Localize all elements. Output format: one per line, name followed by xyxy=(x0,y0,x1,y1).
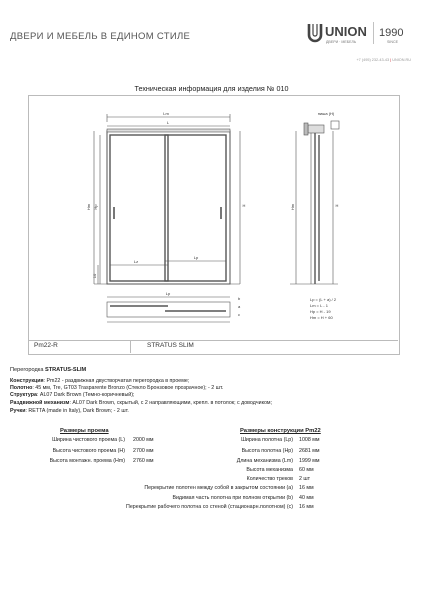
logo-since: SINCE xyxy=(387,40,398,44)
formula-hm: Hm = H + 60 xyxy=(310,315,333,320)
label-h-section: H xyxy=(335,203,339,208)
spec-structure xyxy=(10,392,135,399)
visible-part-value: 40 мм xyxy=(299,495,314,501)
construction-dim-value: 1008 мм xyxy=(299,437,320,443)
overlap-value: 16 мм xyxy=(299,485,314,491)
construction-dim-value: 2 шт xyxy=(299,476,311,482)
label-c: c xyxy=(238,312,240,317)
label-lz: Lz xyxy=(133,259,139,264)
spec-value: : 45 мм, Tre, GT03 Trasparente Bronzo (Стекло Бронзовое прозрачное); - 2 шт. xyxy=(32,385,224,391)
wall-overlap-value: 16 мм xyxy=(299,504,314,510)
opening-dim-label: Высота чистового проема (H) xyxy=(52,448,125,454)
label-l: L xyxy=(166,120,170,125)
construction-dim-label: Высота полотна (Hp) xyxy=(241,448,293,454)
label-hm-section: Hm xyxy=(290,203,295,211)
formula-lp: Lp = (L + a) / 2 xyxy=(310,297,337,302)
label-hp: Hp xyxy=(93,204,98,210)
spec-value: : RETTA (made in Italy), Dark Brown; - 2 шт. xyxy=(25,408,129,414)
label-lp-plan: Lp xyxy=(165,291,171,296)
technical-drawing xyxy=(28,95,398,340)
intro-name: STRATUS-SLIM xyxy=(44,367,87,373)
formula-hp: Hp = H - 19 xyxy=(310,309,331,314)
construction-dim-value: 60 мм xyxy=(299,467,314,473)
logo-year: 1990 xyxy=(379,27,404,39)
spec-key: Конструкция xyxy=(10,378,44,384)
product-name: STRATUS SLIM xyxy=(147,342,194,349)
label-h: H xyxy=(242,203,246,208)
overlap-label: Перекрытие полотен между собой в закрытом состоянии (a) xyxy=(144,485,293,491)
construction-dim-value: 1999 мм xyxy=(299,458,320,464)
title-block-split xyxy=(130,340,131,353)
construction-dim-label: Ширина полотна (Lp) xyxy=(241,437,293,443)
spec-key: Полотно xyxy=(10,385,33,391)
opening-dimensions-header: Размеры проема xyxy=(60,428,109,434)
title-block-divider xyxy=(28,340,398,341)
spec-value: : AL07 Dark Brown (Темно-коричневый); xyxy=(36,392,135,398)
spec-mechanism xyxy=(10,400,272,407)
contacts xyxy=(356,58,411,62)
opening-dim-value: 2760 мм xyxy=(133,458,154,464)
spec-key: Раздвижной механизм xyxy=(10,400,70,406)
opening-dim-value: 2700 мм xyxy=(133,448,154,454)
drawing-title: Техническая информация для изделия № 010 xyxy=(134,84,289,93)
wall-overlap-label: Перекрытие рабочего полотна со стеной (стационарн.полотном) (c) xyxy=(126,504,293,510)
contact-separator: | xyxy=(390,58,392,62)
spec-value: : AL07 Dark Brown, скрытый, с 2 направляющими, крепл. в потолок; с доводчиком; xyxy=(69,400,273,406)
opening-dim-label: Высота монтажн. проема (Hm) xyxy=(49,458,125,464)
construction-dim-value: 2681 мм xyxy=(299,448,320,454)
logo-sub: ДВЕРИ · МЕБЕЛЬ xyxy=(326,40,357,44)
product-intro xyxy=(10,367,86,373)
phone[interactable]: +7 (495) 232-43-43 xyxy=(356,58,390,62)
label-b: b xyxy=(238,296,241,301)
product-code: Pm22-R xyxy=(34,342,58,349)
construction-dimensions-header: Размеры конструкции Pm22 xyxy=(240,428,321,434)
visible-part-label: Видимая часть полотна при полном открытии (b) xyxy=(172,495,293,501)
intro-prefix: Перегородка xyxy=(10,367,45,373)
union-logo[interactable] xyxy=(303,18,413,48)
spec-key: Ручки xyxy=(10,408,26,414)
label-lm: Lm xyxy=(163,111,169,116)
spec-handles xyxy=(10,408,129,415)
label-lp: Lp xyxy=(193,255,199,260)
logo-brand: UNION xyxy=(325,24,367,39)
construction-dim-label: Высота механизма xyxy=(246,467,293,473)
logo-mark-icon xyxy=(309,24,321,41)
label-10: 10 xyxy=(92,273,97,279)
label-a: a xyxy=(238,304,241,309)
formula-lm: Lm = L - 1 xyxy=(310,303,328,308)
construction-dim-label: Количество треков xyxy=(246,476,293,482)
construction-dim-label: Длина механизма (Lm) xyxy=(236,458,293,464)
label-detail-top: ниша (H) xyxy=(317,111,335,116)
tagline: ДВЕРИ И МЕБЕЛЬ В ЕДИНОМ СТИЛЕ xyxy=(10,31,191,42)
opening-dim-value: 2000 мм xyxy=(133,437,154,443)
opening-dim-label: Ширина чистового проема (L) xyxy=(52,437,125,443)
site-link[interactable]: UNION.RU xyxy=(392,58,411,62)
spec-value: : Pm22 - раздвижная двустворчатая перегородка в проеме; xyxy=(43,378,190,384)
spec-key: Структура xyxy=(10,392,37,398)
label-hm: Hm xyxy=(86,203,91,211)
